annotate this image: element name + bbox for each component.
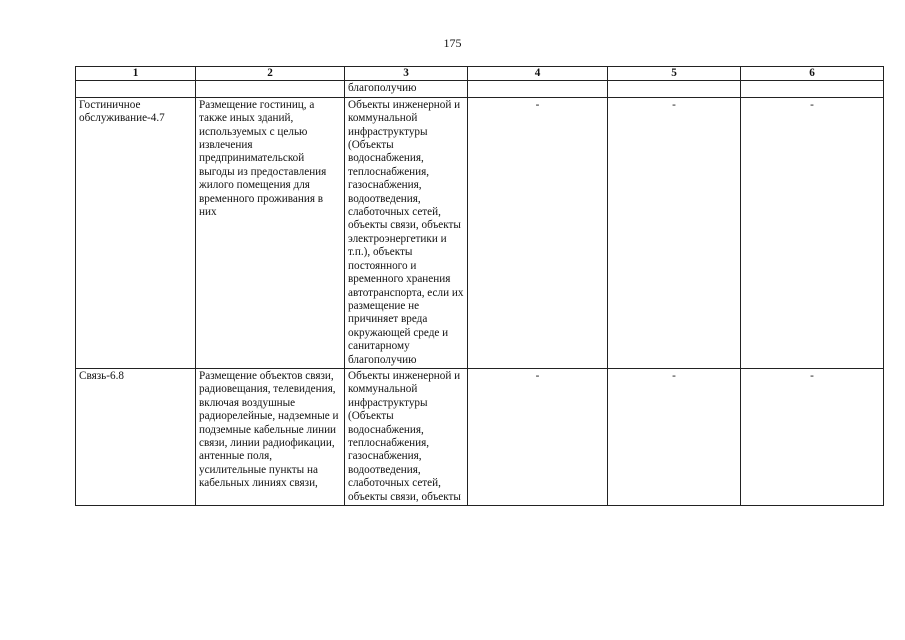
continuation-row [76,81,884,97]
cell-description: Размещение гостиниц, а также иных зданий, используемых с целью извлечения предпринимательской выгоды из предоставления жилого помещения для временного проживания в них [196,97,345,368]
cell-col4: - [468,97,608,368]
cell-description: Размещение объектов связи, радиовещания, телевидения, включая воздушные радиорелейные, надземные и подземные кабельные линии связи, линии радиофикации, антенные поля, усилительные пункты на кабельных линиях связи, [196,368,345,505]
cell [608,81,741,97]
page-number: 175 [443,36,462,50]
cell [741,81,884,97]
header-row [76,67,884,81]
cell-use-type: Связь-6.8 [76,368,196,505]
table-row [76,97,884,368]
cell [76,81,196,97]
header-col-6: 6 [741,67,884,81]
header-col-4: 4 [468,67,608,81]
cell-col4: - [468,368,608,505]
cell [468,81,608,97]
cell-col6: - [741,368,884,505]
header-col-1: 1 [76,67,196,81]
cell: благополучию [345,81,468,97]
land-use-table [75,66,884,506]
cell-use-type: Гостиничное обслуживание-4.7 [76,97,196,368]
header-col-5: 5 [608,67,741,81]
cell-auxiliary-uses: Объекты инженерной и коммунальной инфраструктуры (Объекты водоснабжения, теплоснабжения, газоснабжения, водоотведения, слаботочных сетей, объекты связи, объекты [345,368,468,505]
cell-col5: - [608,97,741,368]
table-row [76,368,884,505]
cell [196,81,345,97]
cell-col6: - [741,97,884,368]
header-col-2: 2 [196,67,345,81]
cell-col5: - [608,368,741,505]
cell-auxiliary-uses: Объекты инженерной и коммунальной инфраструктуры (Объекты водоснабжения, теплоснабжения, газоснабжения, водоотведения, слаботочных сетей, объекты связи, объекты электроэнергетики и т.п.), объекты постоянного и временного хранения автотранспорта, если их размещение не причиняет вреда окружающей среде и санитарному благополучию [345,97,468,368]
header-col-3: 3 [345,67,468,81]
